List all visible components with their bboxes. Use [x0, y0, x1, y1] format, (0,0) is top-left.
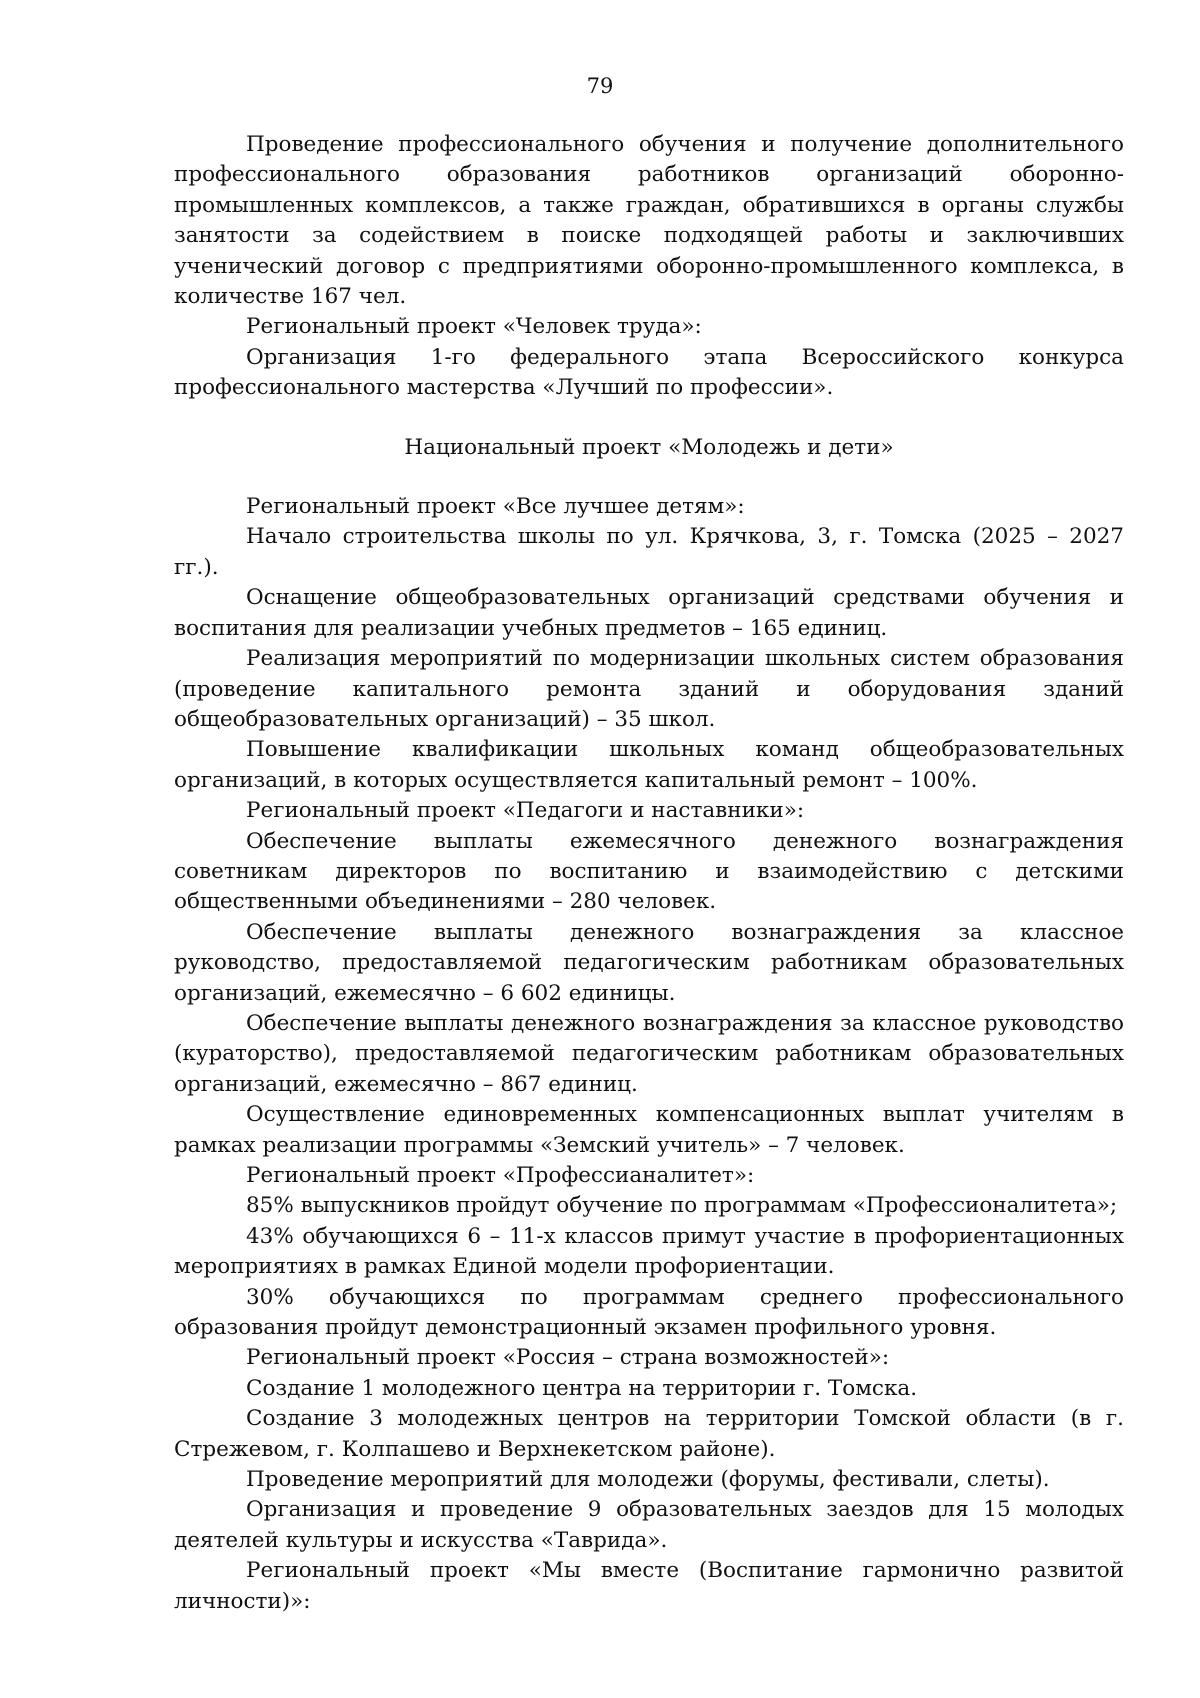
paragraph: Повышение квалификации школьных команд общеобразовательных организаций, в которых осуществляется капитальный ремонт – 100%.: [174, 737, 1124, 793]
paragraph: Организация 1-го федерального этапа Всероссийского конкурса профессионального мастерства «Лучший по профессии».: [174, 344, 1124, 401]
paragraph: Проведение мероприятий для молодежи (форумы, фестивали, слеты).: [246, 1467, 1050, 1493]
paragraph: Реализация мероприятий по модернизации школьных систем образования (проведение капитального ремонта зданий и оборудования зданий общеобразовательных организаций) – 35 школ.: [174, 646, 1124, 732]
paragraph: 30% обучающихся по программам среднего профессионального образования пройдут демонстрационный экзамен профильного уровня.: [174, 1284, 1124, 1341]
paragraph: Обеспечение выплаты ежемесячного денежного вознаграждения советникам директоров по воспитанию и взаимодействию с детскими общественными объединениями – 280 человек.: [174, 828, 1124, 915]
paragraph: Региональный проект «Профессианалитет»:: [246, 1163, 755, 1188]
paragraph: Проведение профессионального обучения и получение дополнительного профессионального образования работников организаций оборонно-промышленных комплексов, а также граждан, обратившихся в органы службы занятости за содействием в поиске подходящей работы и заключивших ученический договор с предприятиями оборонно-промышленного комплекса, в количестве 167 чел.: [174, 132, 1124, 310]
paragraph: Оснащение общеобразовательных организаций средствами обучения и воспитания для реализации учебных предметов – 165 единиц.: [174, 585, 1124, 641]
paragraph: Создание 1 молодежного центра на территории г. Томска.: [246, 1375, 918, 1401]
paragraph: 85% выпускников пройдут обучение по программам «Профессионалитета»;: [246, 1193, 1118, 1219]
paragraph: Организация и проведение 9 образовательных заездов для 15 молодых деятелей культуры и искусства «Таврида».: [174, 1497, 1124, 1553]
paragraph: Региональный проект «Человек труда»:: [246, 314, 702, 340]
paragraph: Региональный проект «Россия – страна возможностей»:: [246, 1345, 890, 1371]
paragraph: Региональный проект «Мы вместе (Воспитание гармонично развитой личности)»:: [174, 1558, 1124, 1614]
paragraph: Обеспечение выплаты денежного вознаграждения за классное руководство, предоставляемой педагогическим работникам образовательных организаций, ежемесячно – 6 602 единицы.: [174, 919, 1124, 1006]
paragraph: Осуществление единовременных компенсационных выплат учителям в рамках реализации программы «Земский учитель» – 7 человек.: [174, 1102, 1124, 1158]
section-heading: Национальный проект «Молодежь и дети»: [404, 434, 894, 460]
paragraph: Обеспечение выплаты денежного вознаграждения за классное руководство (кураторство), предоставляемой педагогическим работникам образовательных организаций, ежемесячно – 867 единиц.: [174, 1010, 1124, 1097]
paragraph: Создание 3 молодежных центров на территории Томской области (в г. Стрежевом, г. Колпашево и Верхнекетском районе).: [174, 1406, 1124, 1462]
paragraph: Региональный проект «Все лучшее детям»:: [246, 494, 745, 520]
paragraph: Региональный проект «Педагоги и наставники»:: [246, 798, 805, 824]
paragraph: 43% обучающихся 6 – 11-х классов примут участие в профориентационных мероприятиях в рамках Единой модели профориентации.: [174, 1223, 1124, 1280]
document-body: [174, 130, 1124, 1617]
paragraph: Начало строительства школы по ул. Крячкова, 3, г. Томска (2025 – 2027 гг.).: [174, 524, 1124, 580]
page-number: 79: [586, 74, 614, 98]
